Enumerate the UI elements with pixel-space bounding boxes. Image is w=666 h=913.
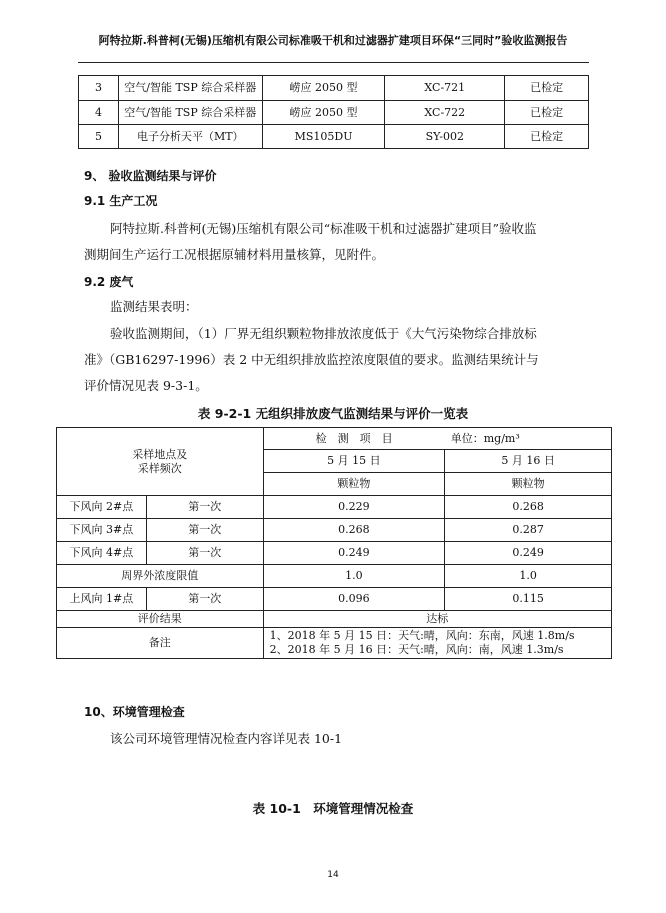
test-item-header: 检 测 项 目 [263,428,445,450]
instrument-model: 崂应 2050 型 [262,76,385,101]
table-row [57,496,612,519]
calibration-status: 已检定 [505,125,589,149]
table-row [57,428,612,450]
table-row [79,101,589,125]
header-site-label: 采样地点及 [132,447,188,461]
header-rule [78,62,589,63]
section-9-2-heading: 9.2 废气 [84,275,134,289]
table-row [57,519,612,542]
table-row [57,588,612,611]
date-header: 5 月 15 日 [263,450,445,473]
instrument-id: XC-722 [385,101,505,125]
evaluation-value: 达标 [263,611,611,628]
unit-header: 单位：mg/m³ [445,428,612,450]
table-row [57,628,612,659]
paragraph-line: 评价情况见表 9-3-1。 [84,378,208,393]
result-value: 0.249 [263,542,445,565]
page-number: 14 [327,870,339,880]
instrument-model: MS105DU [262,125,385,149]
sampling-frequency: 第一次 [146,588,263,611]
evaluation-label: 评价结果 [57,611,264,628]
sampling-site: 下风向 4#点 [57,542,147,565]
sampling-site: 上风向 1#点 [57,588,147,611]
instrument-name: 空气/智能 TSP 综合采样器 [118,101,262,125]
equipment-table [78,75,589,149]
instrument-model: 崂应 2050 型 [262,101,385,125]
limit-value: 1.0 [263,565,445,588]
section-9-1-heading: 9.1 生产工况 [84,194,158,208]
instrument-id: XC-721 [385,76,505,101]
parameter-header: 颗粒物 [445,473,612,496]
section-10-heading: 10、环境管理检查 [84,705,185,719]
table-row [57,565,612,588]
sampling-frequency: 第一次 [146,519,263,542]
table-9-2-1-caption: 表 9-2-1 无组织排放废气监测结果与评价一览表 [197,406,469,421]
emission-results-table [56,427,612,659]
site-frequency-header [57,428,264,496]
calibration-status: 已检定 [505,101,589,125]
row-number: 5 [79,125,119,149]
paragraph-line: 测期间生产运行工况根据原辅材料用量核算，见附件。 [84,247,385,262]
remarks-label: 备注 [57,628,264,659]
row-number: 4 [79,101,119,125]
result-value: 0.268 [445,496,612,519]
header-frequency-label: 采样频次 [137,461,182,475]
instrument-id: SY-002 [385,125,505,149]
table-row [79,125,589,149]
sampling-site: 下风向 2#点 [57,496,147,519]
limit-value: 1.0 [445,565,612,588]
date-header: 5 月 16 日 [445,450,612,473]
paragraph-line: 该公司环境管理情况检查内容详见表 10-1 [110,731,343,746]
table-10-1-caption: 表 10-1 环境管理情况检查 [252,801,414,816]
paragraph-line: 验收监测期间，（1）厂界无组织颗粒物排放浓度低于《大气污染物综合排放标 [110,326,537,341]
table-row [57,611,612,628]
calibration-status: 已检定 [505,76,589,101]
result-value: 0.115 [445,588,612,611]
sampling-frequency: 第一次 [146,496,263,519]
remarks-value [263,628,611,659]
sampling-frequency: 第一次 [146,542,263,565]
page-header: 阿特拉斯.科普柯(无锡)压缩机有限公司标准吸干机和过滤器扩建项目环保“三同时”验收监测报告 [98,34,568,47]
remark-line: 1、2018 年 5 月 15 日：天气:晴，风向：东南，风速 1.8m/s [269,629,575,643]
table-row [79,76,589,101]
section-9-heading: 9、 验收监测结果与评价 [84,169,217,183]
parameter-header: 颗粒物 [263,473,445,496]
instrument-name: 空气/智能 TSP 综合采样器 [118,76,262,101]
instrument-name: 电子分析天平（MT） [118,125,262,149]
table-row [57,542,612,565]
paragraph-line: 监测结果表明： [110,299,198,314]
result-value: 0.268 [263,519,445,542]
row-number: 3 [79,76,119,101]
result-value: 0.096 [263,588,445,611]
result-value: 0.249 [445,542,612,565]
paragraph-line: 阿特拉斯.科普柯(无锡)压缩机有限公司“标准吸干机和过滤器扩建项目”验收监 [110,221,537,236]
limit-label: 周界外浓度限值 [57,565,264,588]
result-value: 0.229 [263,496,445,519]
result-value: 0.287 [445,519,612,542]
sampling-site: 下风向 3#点 [57,519,147,542]
paragraph-line: 准》（GB16297-1996）表 2 中无组织排放监控浓度限值的要求。监测结果统计与 [84,352,539,367]
remark-line: 2、2018 年 5 月 16 日：天气:晴，风向：南，风速 1.3m/s [269,643,564,656]
